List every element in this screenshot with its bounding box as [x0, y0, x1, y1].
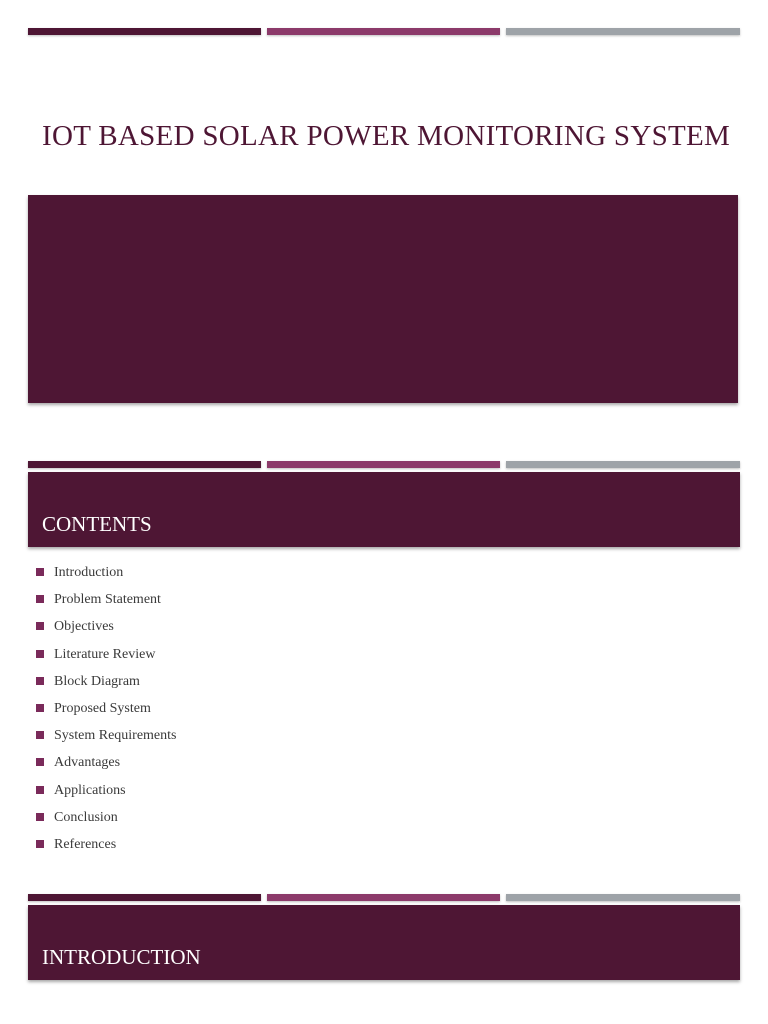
square-bullet-icon [36, 840, 44, 848]
contents-list-item [36, 563, 177, 590]
stripe-dark [28, 894, 261, 901]
stripe-mid [267, 28, 500, 35]
decor-stripes-slide3 [28, 894, 740, 901]
contents-item-label: System Requirements [54, 728, 177, 744]
square-bullet-icon [36, 786, 44, 794]
contents-list-item [36, 808, 177, 835]
contents-item-label: Literature Review [54, 646, 156, 662]
contents-list-item [36, 645, 177, 672]
contents-list-item [36, 590, 177, 617]
square-bullet-icon [36, 813, 44, 821]
slide1-title: IOT BASED SOLAR POWER MONITORING SYSTEM [42, 120, 731, 152]
stripe-dark [28, 28, 261, 35]
contents-list-item [36, 726, 177, 753]
contents-list-item [36, 617, 177, 644]
contents-heading: CONTENTS [42, 512, 152, 536]
stripe-gray [506, 28, 740, 35]
stripe-dark [28, 461, 261, 468]
square-bullet-icon [36, 568, 44, 576]
contents-list-item [36, 781, 177, 808]
square-bullet-icon [36, 622, 44, 630]
contents-list-item [36, 672, 177, 699]
square-bullet-icon [36, 758, 44, 766]
square-bullet-icon [36, 704, 44, 712]
contents-item-label: Block Diagram [54, 673, 140, 689]
stripe-gray [506, 894, 740, 901]
stripe-mid [267, 894, 500, 901]
contents-item-label: Objectives [54, 619, 114, 635]
square-bullet-icon [36, 650, 44, 658]
decor-stripes-slide2 [28, 461, 740, 468]
contents-item-label: Problem Statement [54, 592, 161, 608]
stripe-mid [267, 461, 500, 468]
contents-header-bar [28, 472, 740, 547]
contents-item-label: Introduction [54, 565, 124, 580]
contents-item-label: Conclusion [54, 809, 118, 825]
stripe-gray [506, 461, 740, 468]
contents-item-label: References [54, 836, 117, 852]
contents-list [36, 563, 177, 862]
contents-list-item [36, 835, 177, 862]
contents-list-item [36, 699, 177, 726]
square-bullet-icon [36, 731, 44, 739]
contents-item-label: Proposed System [54, 700, 151, 716]
square-bullet-icon [36, 677, 44, 685]
slide1-subtitle-box [28, 195, 738, 403]
contents-item-label: Advantages [54, 755, 121, 771]
square-bullet-icon [36, 595, 44, 603]
introduction-header-bar [28, 905, 740, 980]
contents-item-label: Applications [54, 782, 126, 798]
contents-list-item [36, 753, 177, 780]
introduction-heading: INTRODUCTION [42, 945, 201, 969]
decor-stripes-slide1 [28, 28, 740, 35]
